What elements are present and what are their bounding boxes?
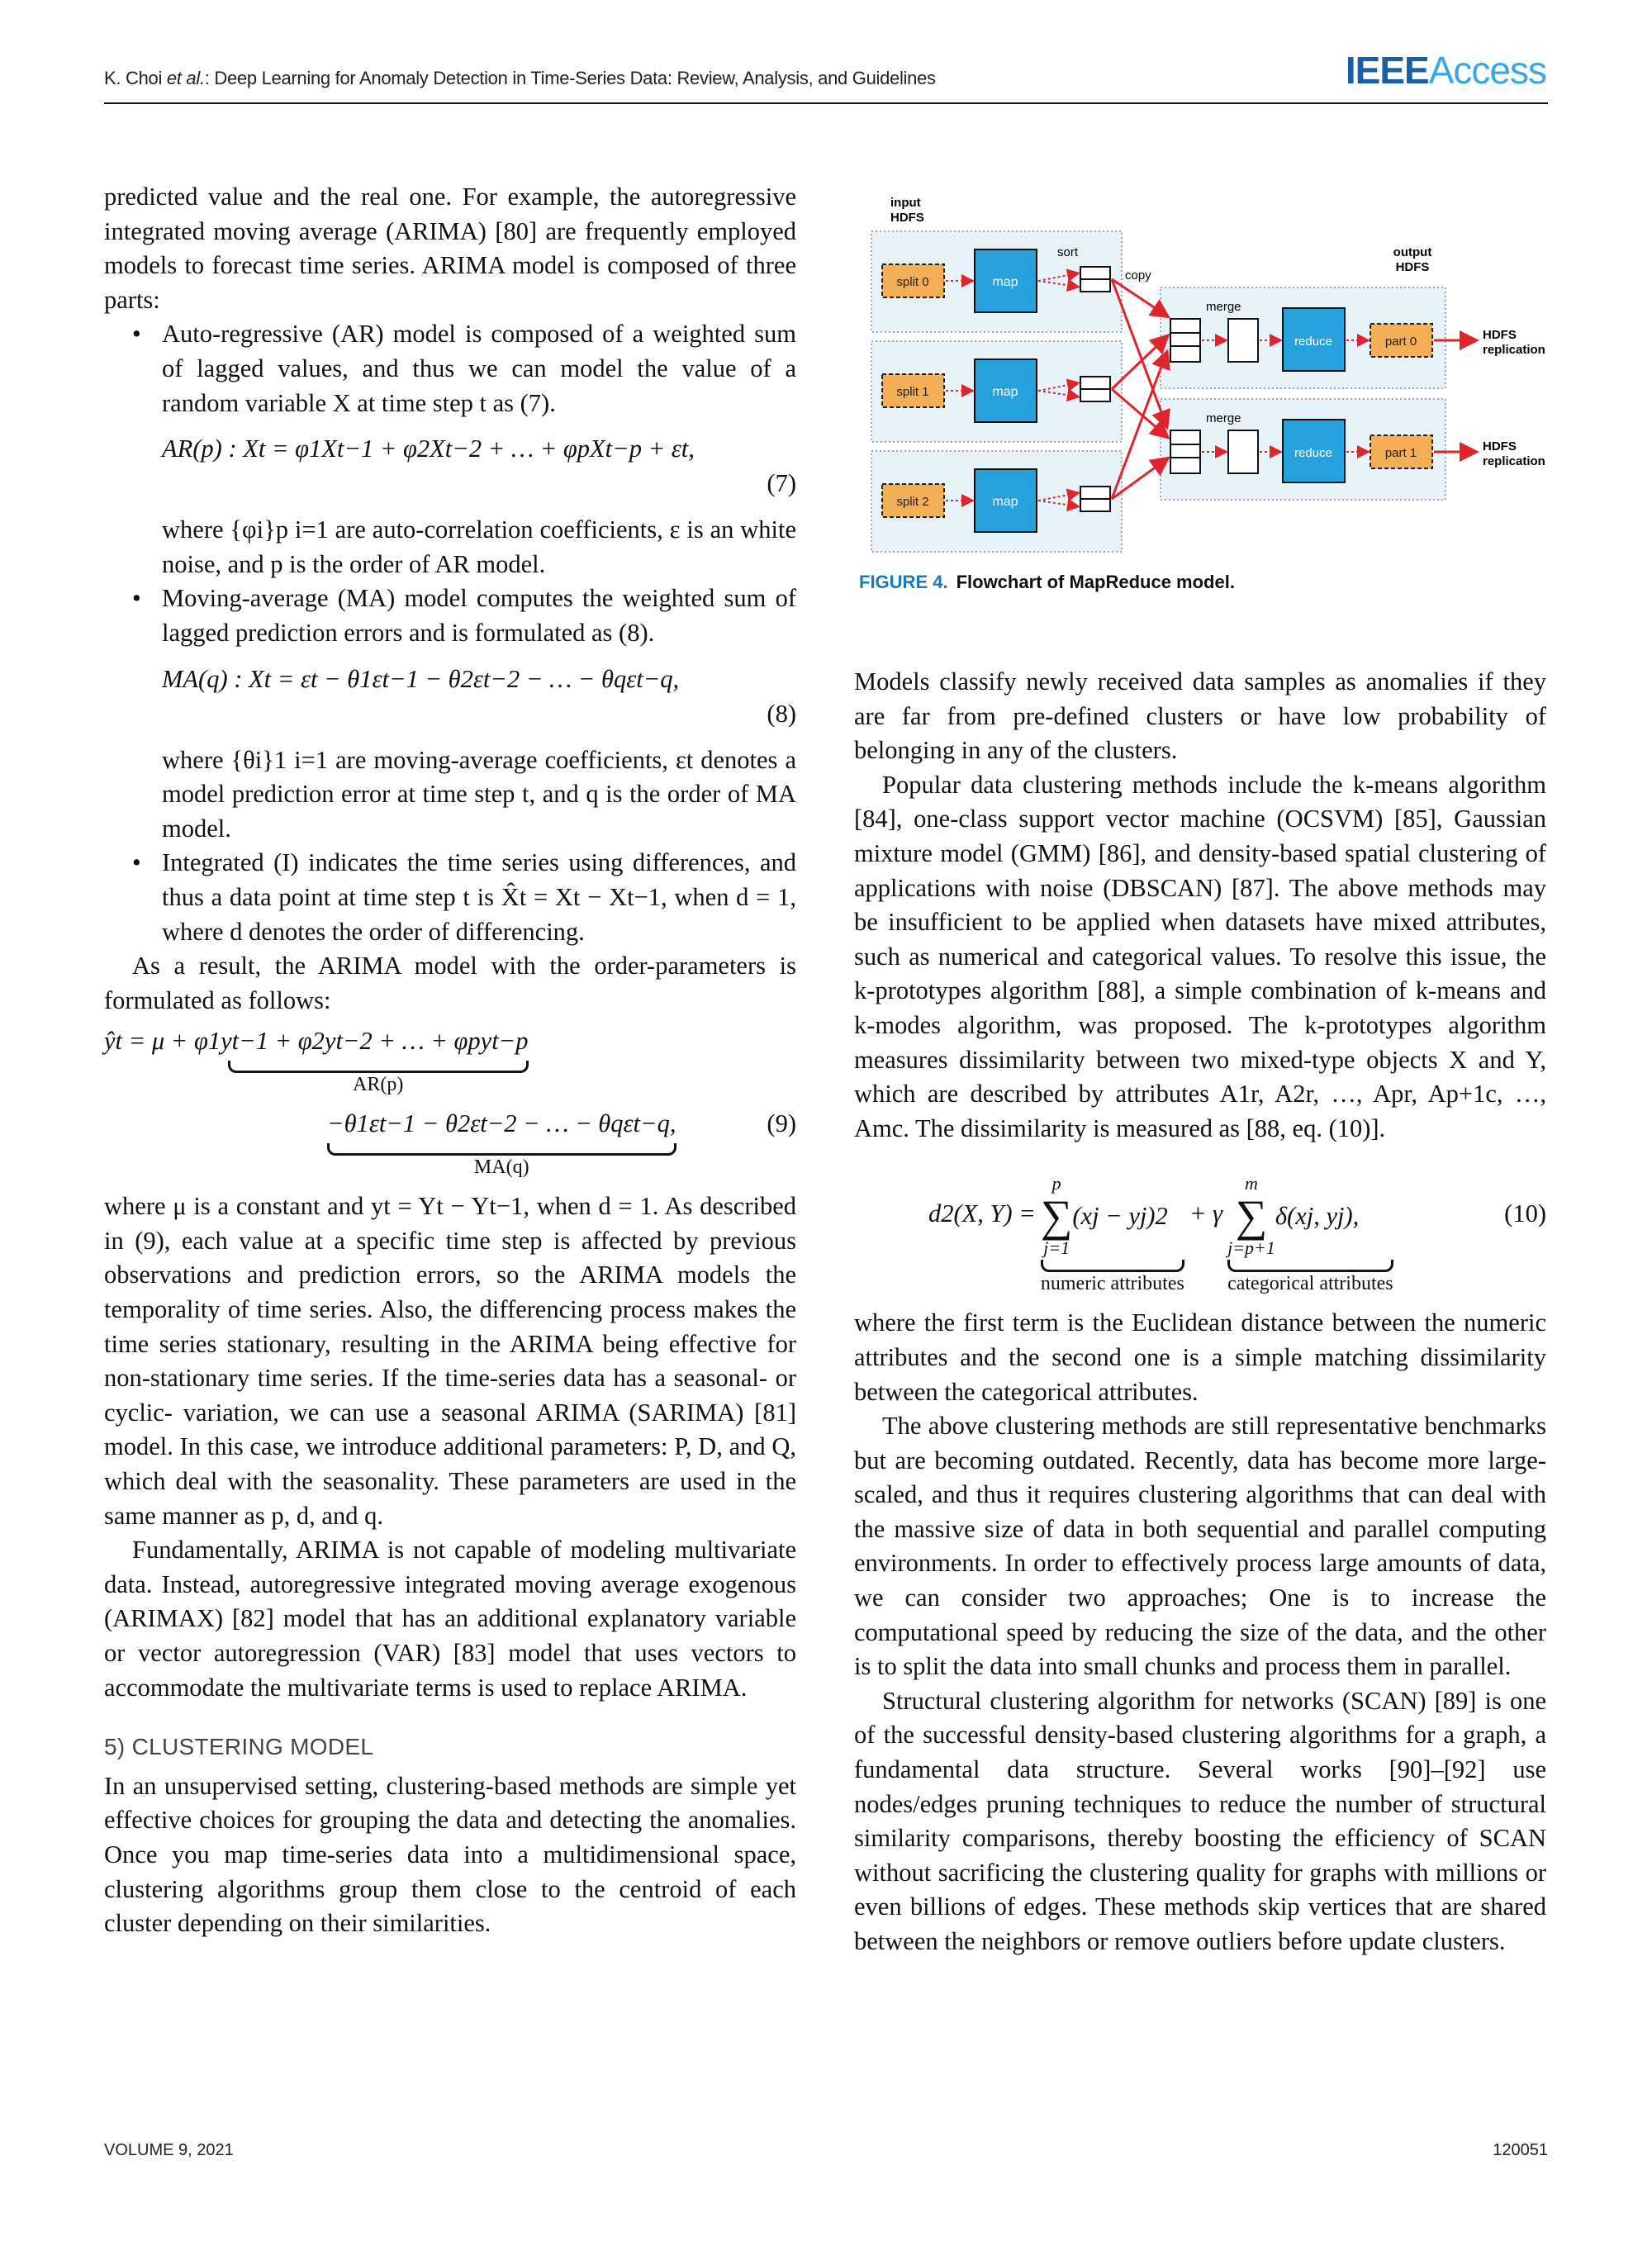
svg-text:split 2: split 2 <box>896 495 929 509</box>
equation-7-body: AR(p) : Xt = φ1Xt−1 + φ2Xt−2 + … + φpXt−p + εt, <box>162 434 695 463</box>
sum-icon: ∑ <box>1235 1191 1268 1242</box>
svg-text:HDFS: HDFS <box>1395 260 1430 274</box>
svg-text:split 1: split 1 <box>896 385 929 399</box>
svg-text:replication: replication <box>1483 454 1545 468</box>
equation-10: d2(X, Y) = p ∑ j=1 (xj − yj)2 numeric attributes + γ m ∑ j=p+1 δ(xj, yj), categorical attributes (10) <box>928 1173 1546 1295</box>
footer-volume: VOLUME 9, 2021 <box>104 2141 234 2159</box>
header-rule <box>104 102 1548 104</box>
svg-text:input: input <box>890 196 921 210</box>
list-item-i: • Integrated (I) indicates the time series using differences, and thus a data point at time step t is X̂t = Xt − Xt−1, when d = 1, where d denotes the order of differencing. <box>104 846 796 949</box>
svg-text:output: output <box>1393 245 1432 259</box>
svg-text:part 1: part 1 <box>1384 446 1417 460</box>
svg-text:sort: sort <box>1057 245 1079 259</box>
figure-caption <box>859 572 1235 593</box>
svg-text:reduce: reduce <box>1294 335 1332 349</box>
paragraph: As a result, the ARIMA model with the order-parameters is formulated as follows: <box>104 952 796 1014</box>
equation-8 <box>162 662 796 734</box>
svg-text:HDFS: HDFS <box>1483 328 1517 342</box>
equation-7 <box>162 432 796 503</box>
paragraph: Structural clustering algorithm for networks (SCAN) [89] is one of the successful density-based clustering algorithms for a graph, a fundamental data structure. Several works [90]–[92] use nodes/edges pruning techniques to reduce the number of structural similarity comparisons, thereby boosting the efficiency of SCAN without sacrificing the clustering quality for graphs with millions or even billions of edges. These methods skip vertices that are shared between the neighbors or remove outliers before update clusters. <box>854 1686 1546 1955</box>
paragraph: Models classify newly received data samples as anomalies if they are far from pre-defined clusters or have low probability of belonging in any of the clusters. <box>854 667 1546 765</box>
paragraph: where the first term is the Euclidean distance between the numeric attributes and the second one is a simple matching dissimilarity between the categorical attributes. <box>854 1308 1546 1406</box>
svg-text:reduce: reduce <box>1294 446 1332 460</box>
running-etal: et al. <box>166 68 205 88</box>
left-column <box>104 180 796 1941</box>
svg-text:map: map <box>992 385 1018 399</box>
svg-text:merge: merge <box>1206 411 1241 425</box>
sum-icon: ∑ <box>1040 1191 1073 1242</box>
equation-7-explanation: where {φi}p i=1 are auto-correlation coefficients, ε is an white noise, and p is the order of AR model. <box>162 515 796 578</box>
paragraph: The above clustering methods are still representative benchmarks but are becoming outdated. Recently, data has become more large-scaled, and thus it requires clustering algorithms that can deal with the massive size of data in both sequential and parallel computing environments. In order to effectively process large amounts of data, we can consider two approaches; One is to increase the computational speed by reducing the size of the data, and the other is to split the data into small chunks and process them in parallel. <box>854 1412 1546 1681</box>
numeric-attributes-brace: p ∑ j=1 (xj − yj)2 numeric attributes <box>1040 1173 1184 1295</box>
svg-text:replication: replication <box>1483 343 1545 357</box>
figure-label: FIGURE 4. <box>859 572 948 592</box>
svg-text:copy: copy <box>1125 268 1151 283</box>
paragraph: predicted value and the real one. For example, the autoregressive integrated moving average (ARIMA) [80] are frequently employed models to forecast time series. ARIMA model is composed of three parts: <box>104 183 796 314</box>
equation-9-line-1 <box>104 1024 529 1099</box>
svg-text:map: map <box>992 495 1018 509</box>
svg-text:map: map <box>992 275 1018 289</box>
right-column <box>854 665 1546 1959</box>
paragraph: Fundamentally, ARIMA is not capable of modeling multivariate data. Instead, autoregressive integrated moving average exogenous (ARIMAX) [82] model that has an additional explanatory variable or vector autoregression (VAR) [83] model that uses vectors to accommodate the multivariate terms is used to replace ARIMA. <box>104 1536 796 1702</box>
figure-caption-text: Flowchart of MapReduce model. <box>956 572 1235 592</box>
equation-8-number: (8) <box>767 699 796 728</box>
list-item-ma: • Moving-average (MA) model computes the weighted sum of lagged prediction errors and is formulated as (8). MA(q) : Xt = εt − θ1εt−1 − θ2εt−2 − … − θqεt−q, (8) where {θi}1 i=1 are moving-average coefficients, εt denotes a model prediction error at time step t, and q is the order of MA model. <box>104 582 796 846</box>
ar-brace: ŷt = μ + φ1yt−1 + φ2yt−2 + … + φpyt−p AR(p) <box>104 1027 529 1095</box>
footer-page-number: 120051 <box>1493 2141 1548 2159</box>
figure-mapreduce-flowchart <box>867 190 1569 553</box>
equation-9-number: (9) <box>767 1109 796 1138</box>
logo-access: Access <box>1428 49 1546 92</box>
arima-parts-list <box>104 317 796 949</box>
svg-text:merge: merge <box>1206 300 1241 314</box>
equation-10-number: (10) <box>1504 1199 1546 1228</box>
equation-9 <box>104 1024 796 1189</box>
eq10-lhs: d2(X, Y) = <box>928 1199 1036 1228</box>
svg-text:split 0: split 0 <box>896 275 929 289</box>
ma-brace: −θ1εt−1 − θ2εt−2 − … − θqεt−q, MA(q) <box>327 1109 676 1178</box>
categorical-attributes-brace: m ∑ j=p+1 δ(xj, yj), categorical attributes <box>1227 1173 1393 1295</box>
paragraph: where μ is a constant and yt = Yt − Yt−1, when d = 1. As described in (9), each value at a specific time step is affected by previous observations and prediction errors, so the ARIMA models the temporality of time series. Also, the differencing process makes the time series stationary, resulting in the ARIMA being effective for non-stationary time series. If the time-series data has a seasonal- or cyclic- variation, we can use a seasonal ARIMA (SARIMA) [81] model. In this case, we introduce additional parameters: P, D, and Q, which deal with the seasonality. These parameters are used in the same manner as p, d, and q. <box>104 1192 796 1530</box>
equation-8-explanation: where {θi}1 i=1 are moving-average coefficients, εt denotes a model prediction error at time step t, and q is the order of MA model. <box>162 745 796 843</box>
equation-7-number: (7) <box>767 469 796 498</box>
list-item-ar: • Auto-regressive (AR) model is composed of a weighted sum of lagged values, and thus we can model the value of a random variable X at time step t as (7). AR(p) : Xt = φ1Xt−1 + φ2Xt−2 + … + φpXt−p + εt, (7) where {φi}p i=1 are auto-correlation coefficients, ε is an white noise, and p is the order of AR model. <box>104 317 796 582</box>
running-header <box>104 68 936 89</box>
paragraph: Popular data clustering methods include the k-means algorithm [84], one-class support vector machine (OCSVM) [85], Gaussian mixture model (GMM) [86], and density-based spatial clustering of applications with noise (DBSCAN) [87]. The above methods may be insufficient to be applied when datasets have mixed attributes, such as numerical and categorical values. To resolve this issue, the k-prototypes algorithm [88], a simple combination of k-means and k-modes algorithm, was proposed. The k-prototypes algorithm measures dissimilarity between two mixed-type objects X and Y, which are described by attributes A1r, A2r, …, Apr, Ap+1c, …, Amc. The dissimilarity is measured as [88, eq. (10)]. <box>854 770 1546 1142</box>
paragraph: In an unsupervised setting, clustering-based methods are simple yet effective choices for grouping the data and detecting the anomalies. Once you map time-series data into a multidimensional space, clustering algorithms group them close to the centroid of each cluster depending on their similarities. <box>104 1771 796 1938</box>
logo-ieee: IEEE <box>1345 49 1429 92</box>
equation-8-body: MA(q) : Xt = εt − θ1εt−1 − θ2εt−2 − … − θqεt−q, <box>162 664 680 693</box>
svg-text:HDFS: HDFS <box>1483 439 1517 453</box>
running-author: K. Choi <box>104 68 163 88</box>
equation-9-line-2 <box>327 1107 676 1182</box>
section-heading: 5) CLUSTERING MODEL <box>104 1734 374 1760</box>
svg-text:HDFS: HDFS <box>890 211 924 225</box>
running-title: : Deep Learning for Anomaly Detection in Time-Series Data: Review, Analysis, and Guidelines <box>204 68 936 88</box>
ieee-access-logo <box>1346 48 1546 93</box>
svg-text:part 0: part 0 <box>1384 335 1417 349</box>
